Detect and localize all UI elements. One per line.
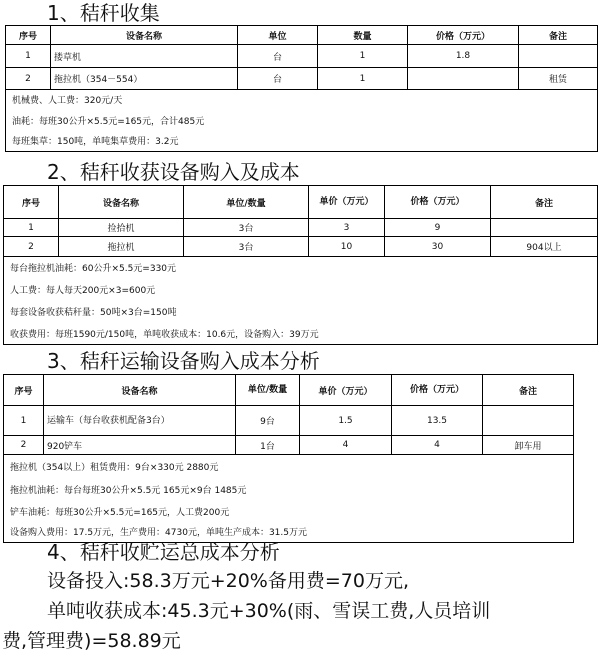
col-header: 设备名称 (59, 186, 184, 219)
col-header: 价格（万元） (408, 26, 519, 45)
cell: 运输车（每台收获机配备3台） (44, 406, 236, 436)
section-2-title: 2、秸秆收获设备购入及成本 (47, 160, 300, 184)
cell: 4 (392, 436, 483, 455)
cell: 904以上 (491, 237, 598, 257)
cell: 13.5 (392, 406, 483, 436)
note-text: 每班集草：150吨，单吨集草费用：3.2元 (6, 131, 598, 152)
note-row (4, 501, 574, 522)
col-header: 序号 (6, 26, 51, 45)
col-header: 数量 (318, 26, 408, 45)
note-text: 油耗：每班30公升×5.5元=165元，合计485元 (6, 110, 598, 131)
cell: 捡拾机 (59, 219, 184, 237)
note-text: 每台拖拉机油耗：60公升×5.5元=330元 (4, 257, 598, 279)
note-row (4, 323, 598, 345)
cell: 台 (238, 45, 318, 68)
col-header: 单价（万元） (300, 375, 392, 406)
table-row (4, 237, 598, 257)
note-row (4, 479, 574, 501)
cell: 拖拉机 (59, 237, 184, 257)
col-header: 备注 (491, 186, 598, 219)
cell: 2 (4, 436, 44, 455)
cell (519, 45, 598, 68)
cell (483, 406, 574, 436)
cell: 台 (238, 68, 318, 90)
section-4-title: 4、秸秆收贮运总成本分析 (47, 540, 280, 564)
col-header: 单位/数量 (236, 375, 300, 406)
cell: 4 (300, 436, 392, 455)
cell: 1 (318, 45, 408, 68)
table-transport-equipment (3, 374, 574, 543)
cell: 3台 (184, 237, 309, 257)
cell: 3台 (184, 219, 309, 237)
note-row (4, 257, 598, 279)
col-header: 备注 (519, 26, 598, 45)
col-header: 序号 (4, 186, 59, 219)
table-row (4, 219, 598, 237)
section-1-title: 1、秸秆收集 (47, 1, 160, 25)
cell: 1.5 (300, 406, 392, 436)
summary-line-3: 费,管理费)=58.89元 (2, 630, 181, 652)
note-text: 人工费：每人每天200元×3=600元 (4, 279, 598, 301)
cell: 30 (385, 237, 491, 257)
table-harvest-equipment (3, 185, 598, 345)
cell (491, 219, 598, 237)
cell: 租赁 (519, 68, 598, 90)
col-header: 单位/数量 (184, 186, 309, 219)
cell: 1台 (236, 436, 300, 455)
col-header: 设备名称 (51, 26, 238, 45)
table-row (4, 436, 574, 455)
table-header-row (4, 186, 598, 219)
cell: 1 (318, 68, 408, 90)
col-header: 序号 (4, 375, 44, 406)
cell: 卸车用 (483, 436, 574, 455)
cell: 3 (309, 219, 385, 237)
note-row (6, 90, 598, 110)
table-header-row (6, 26, 598, 45)
cell: 9 (385, 219, 491, 237)
note-row (4, 301, 598, 323)
cell: 1 (4, 406, 44, 436)
note-row (4, 455, 574, 479)
cell: 1.8 (408, 45, 519, 68)
table-straw-collection (5, 25, 598, 152)
col-header: 备注 (483, 375, 574, 406)
table-header-row (4, 375, 574, 406)
col-header: 单价（万元） (309, 186, 385, 219)
note-text: 机械费、人工费：320元/天 (6, 90, 598, 110)
cell: 1 (6, 45, 51, 68)
note-row (4, 279, 598, 301)
summary-line-1: 设备投入:58.3万元+20%备用费=70万元, (47, 570, 409, 592)
note-row (6, 131, 598, 152)
table-row (6, 68, 598, 90)
col-header: 价格（万元） (385, 186, 491, 219)
col-header: 单位 (238, 26, 318, 45)
note-row (6, 110, 598, 131)
cell: 2 (4, 237, 59, 257)
note-text: 设备购入费用：17.5万元，生产费用：4730元，单吨生产成本：31.5万元 (4, 522, 574, 543)
section-3-title: 3、秸秆运输设备购入成本分析 (47, 349, 320, 373)
cell: 搂草机 (51, 45, 238, 68)
col-header: 设备名称 (44, 375, 236, 406)
note-text: 拖拉机（354以上）租赁费用：9台×330元 2880元 (4, 455, 574, 479)
cell: 2 (6, 68, 51, 90)
summary-line-2: 单吨收获成本:45.3元+30%(雨、雪误工费,人员培训 (47, 600, 491, 622)
table-row (6, 45, 598, 68)
col-header: 价格（万元） (392, 375, 483, 406)
cell: 920铲车 (44, 436, 236, 455)
note-text: 拖拉机油耗：每台每班30公升×5.5元 165元×9台 1485元 (4, 479, 574, 501)
note-text: 铲车油耗：每班30公升×5.5元=165元，人工费200元 (4, 501, 574, 522)
cell: 10 (309, 237, 385, 257)
cell (408, 68, 519, 90)
cell: 1 (4, 219, 59, 237)
cell: 9台 (236, 406, 300, 436)
cell: 拖拉机（354－554） (51, 68, 238, 90)
note-text: 收获费用：每班1590元/150吨，单吨收获成本：10.6元，设备购入：39万元 (4, 323, 598, 345)
table-row (4, 406, 574, 436)
note-text: 每套设备收获秸秆量：50吨×3台=150吨 (4, 301, 598, 323)
